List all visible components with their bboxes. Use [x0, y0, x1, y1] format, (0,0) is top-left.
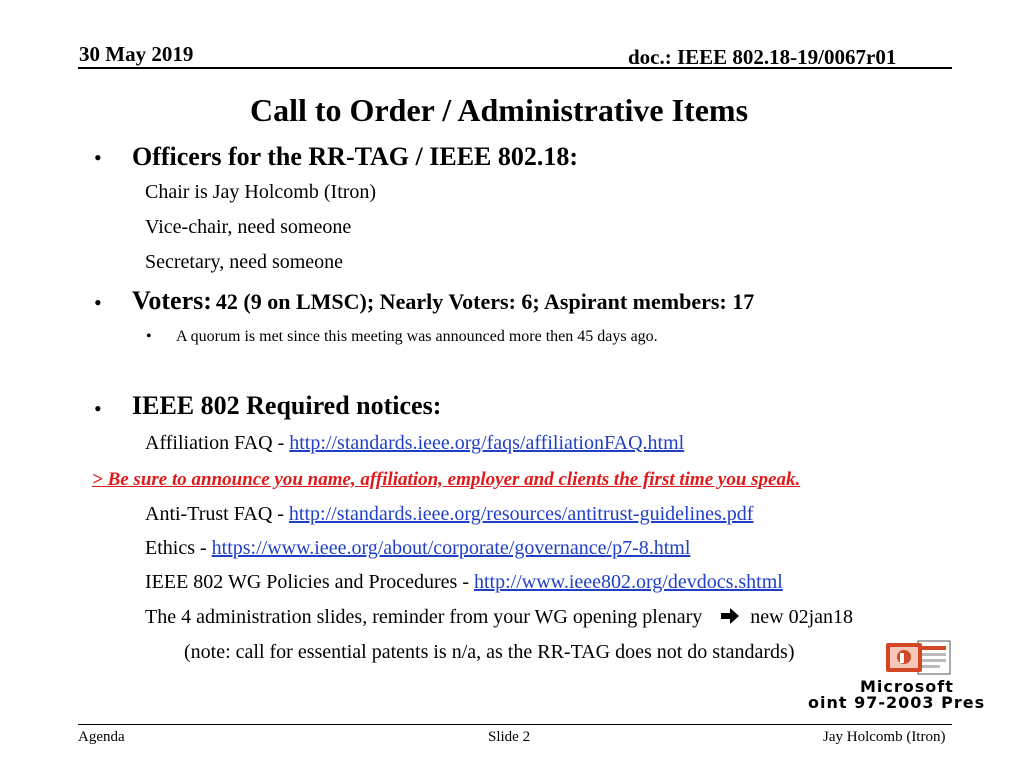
voters-detail: 42 (9 on LMSC); Nearly Voters: 6; Aspirant members: 17	[215, 289, 755, 314]
arrow-right-icon	[721, 607, 739, 630]
slide-number: Slide 2	[488, 729, 531, 745]
policies-line	[145, 571, 783, 594]
header-date: 30 May 2019	[79, 42, 194, 66]
affiliation-faq-link[interactable]: http://standards.ieee.org/faqs/affiliationFAQ.html	[289, 432, 685, 454]
patents-note: (note: call for essential patents is n/a, as the RR-TAG does not do standards)	[184, 641, 795, 663]
antitrust-faq-link[interactable]: http://standards.ieee.org/resources/antitrust-guidelines.pdf	[288, 503, 754, 525]
ethics-link[interactable]: https://www.ieee.org/about/corporate/governance/p7-8.html	[211, 537, 691, 559]
page-title: Call to Order / Administrative Items	[250, 92, 749, 128]
voters-label: Voters:	[132, 286, 212, 315]
ppt-caption-line1: Microsoft	[860, 677, 954, 696]
header-rule	[78, 67, 952, 69]
admin-new-text: new 02jan18	[750, 606, 854, 628]
affiliation-label: Affiliation FAQ -	[145, 432, 290, 454]
admin-slides-text: The 4 administration slides, reminder from your WG opening plenary	[145, 606, 703, 628]
officer-secretary: Secretary, need someone	[145, 251, 344, 273]
announce-warning: > Be sure to announce you name, affiliation, employer and clients the first time you speak.	[92, 469, 801, 490]
antitrust-line	[145, 503, 753, 526]
notices-heading: IEEE 802 Required notices:	[132, 391, 442, 420]
bullet-icon: •	[94, 396, 102, 421]
ppt-caption-line2: oint 97-2003 Pres	[808, 693, 986, 712]
ethics-line	[145, 537, 690, 560]
voters-line	[132, 286, 754, 316]
ethics-label: Ethics -	[145, 537, 212, 559]
affiliation-line	[145, 432, 684, 455]
bullet-icon: •	[94, 145, 102, 170]
footer-left: Agenda	[78, 729, 125, 745]
powerpoint-presentation-icon[interactable]	[882, 639, 954, 676]
bullet-icon: •	[146, 328, 152, 345]
header-doc-number: doc.: IEEE 802.18-19/0067r01	[628, 45, 897, 69]
antitrust-label: Anti-Trust FAQ -	[145, 503, 289, 525]
policies-label: IEEE 802 WG Policies and Procedures -	[145, 571, 474, 593]
admin-slides-line	[145, 606, 853, 630]
officers-heading: Officers for the RR-TAG / IEEE 802.18:	[132, 142, 579, 171]
footer-author: Jay Holcomb (Itron)	[823, 729, 946, 745]
officer-vice-chair: Vice-chair, need someone	[145, 216, 352, 238]
officer-chair: Chair is Jay Holcomb (Itron)	[145, 181, 377, 203]
footer-rule	[78, 724, 952, 725]
quorum-note: A quorum is met since this meeting was announced more then 45 days ago.	[176, 328, 658, 345]
policies-link[interactable]: http://www.ieee802.org/devdocs.shtml	[474, 571, 783, 593]
bullet-icon: •	[94, 290, 102, 315]
